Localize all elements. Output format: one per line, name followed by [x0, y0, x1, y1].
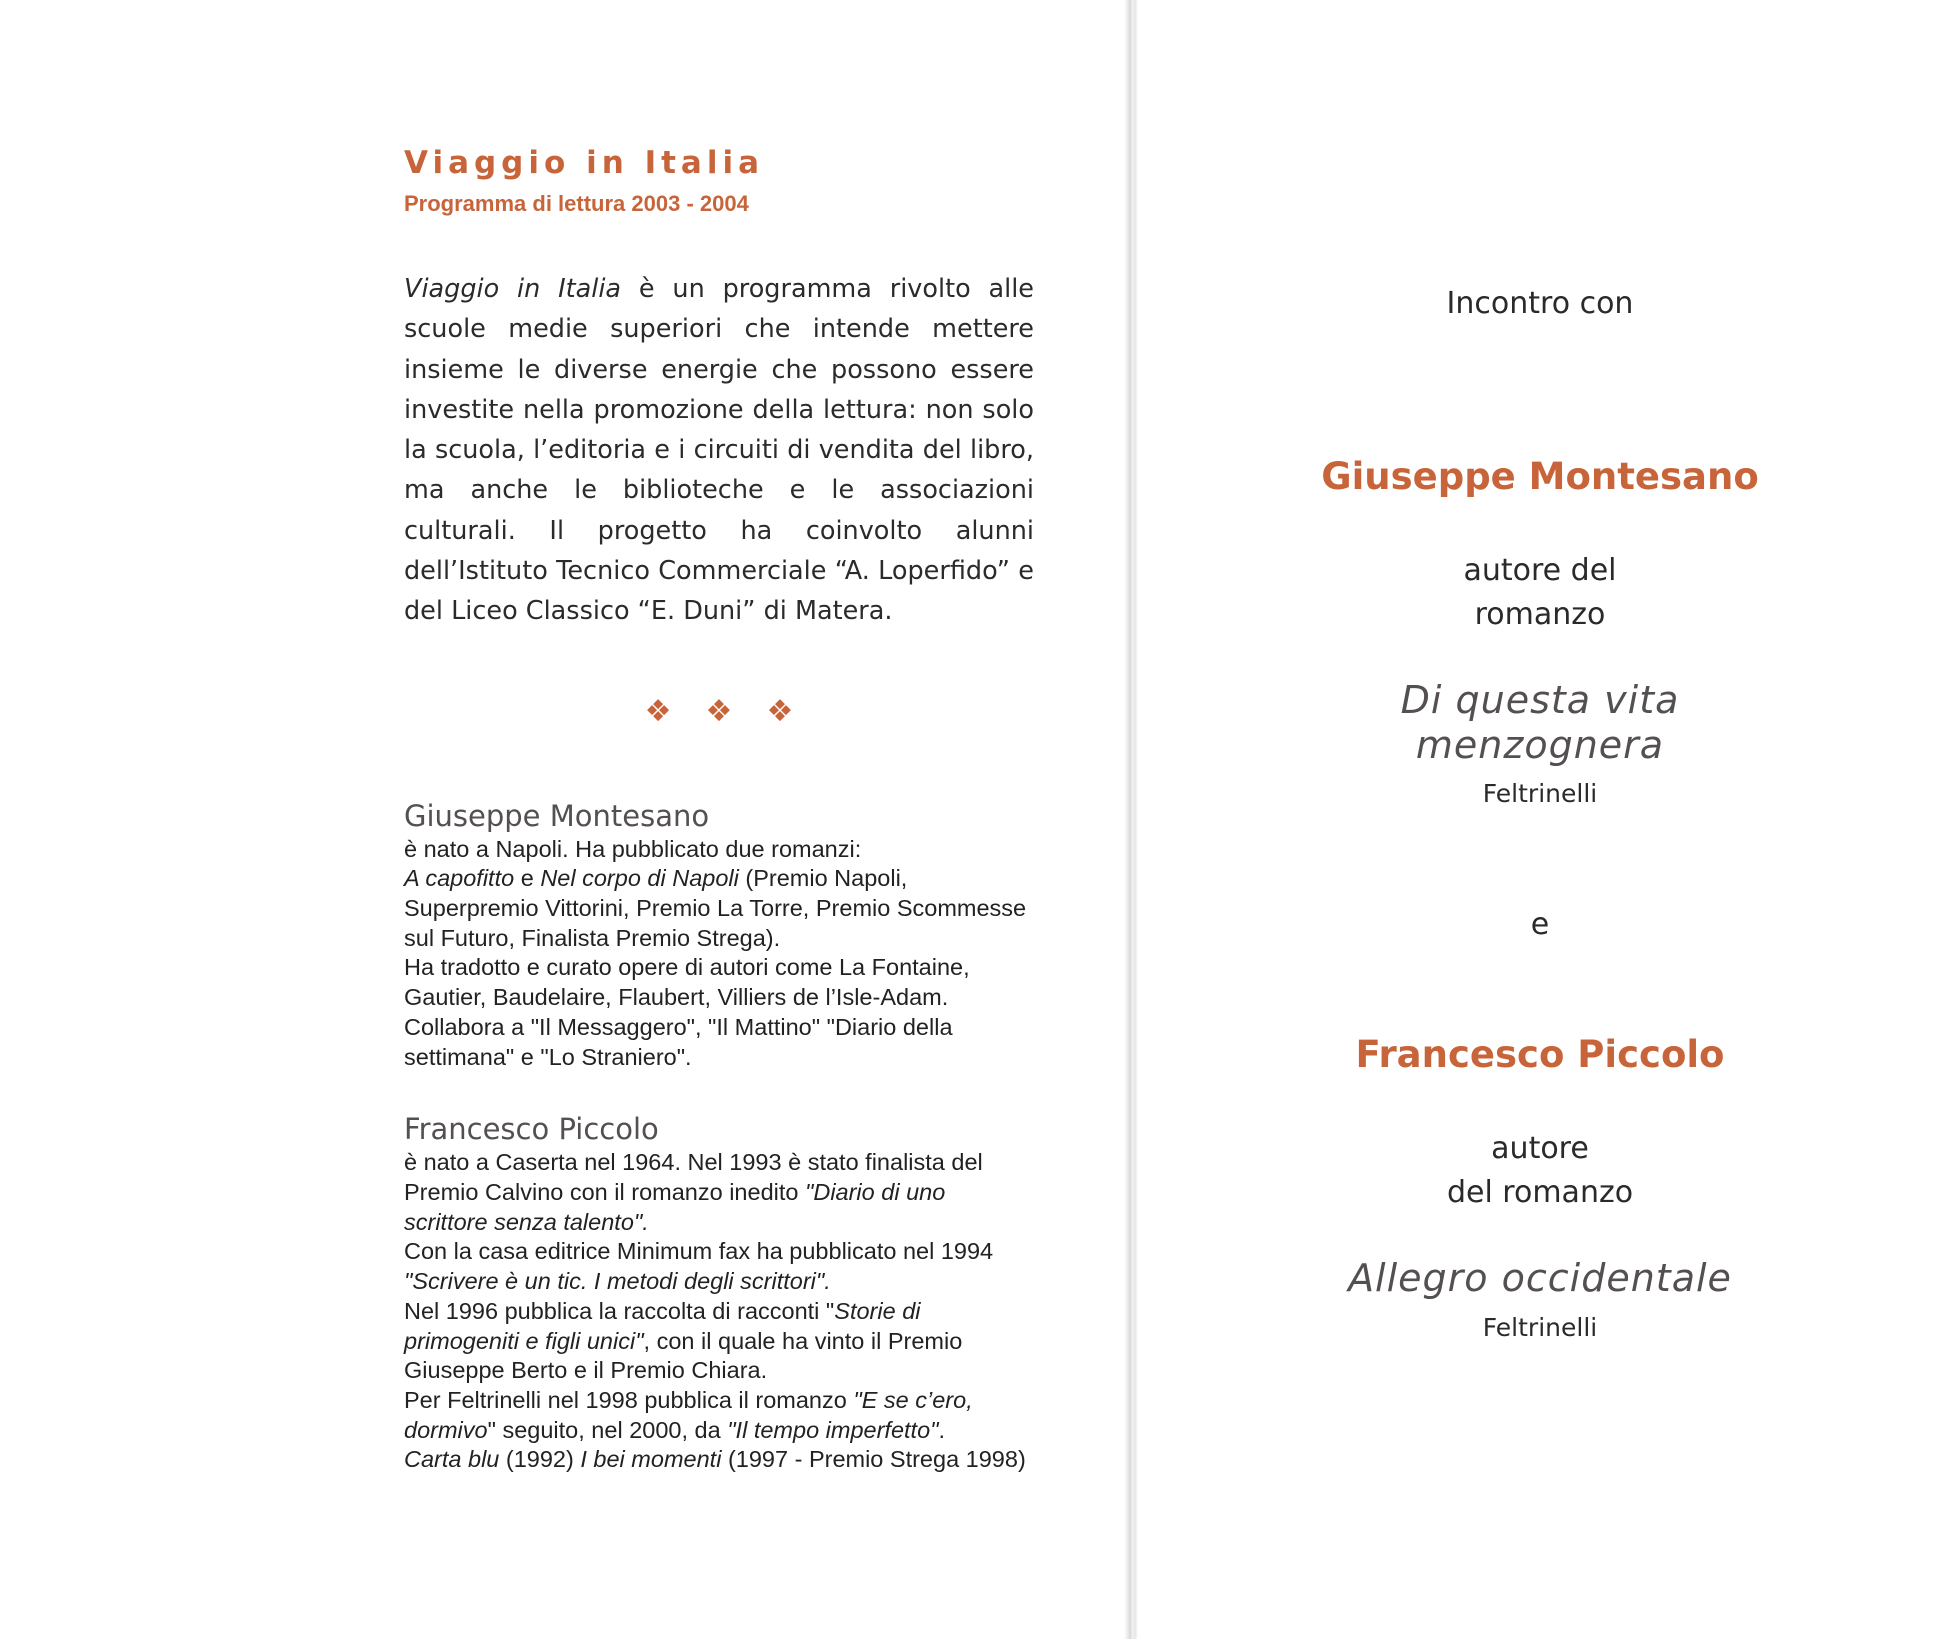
bio-line: Superpremio Vittorini, Premio La Torre, Premio Scommesse — [404, 895, 1027, 922]
bio-text — [404, 1148, 1034, 1475]
bio-line — [404, 864, 1034, 894]
bio-line — [404, 1297, 1034, 1327]
bio-line — [404, 1178, 1034, 1208]
author-role-line: autore del — [1463, 553, 1617, 588]
conjunction-label: e — [1530, 907, 1550, 942]
author-role-line: autore — [1491, 1131, 1589, 1166]
bio-name: Francesco Piccolo — [404, 1112, 659, 1147]
bio-line: Con la casa editrice Minimum fax ha pubblicato nel 1994 — [404, 1238, 994, 1265]
bio-text — [404, 835, 1034, 1073]
bio-line: Ha tradotto e curato opere di autori come La Fontaine, — [404, 954, 970, 981]
program-title: Viaggio in Italia — [404, 145, 765, 181]
book-title: "E se c’ero, — [853, 1386, 973, 1413]
intro-program-name: Viaggio in Italia — [404, 274, 622, 304]
bio-line — [404, 1208, 1034, 1238]
bio-line: settimana" e "Lo Straniero". — [404, 1043, 692, 1070]
book-title: "Il tempo imperfetto" — [727, 1416, 939, 1443]
book-title: Nel corpo di Napoli — [540, 865, 739, 892]
author-name-montesano: Giuseppe Montesano — [1321, 455, 1759, 498]
bio-montesano — [404, 799, 1034, 1073]
book-title-line: Di questa vita — [1400, 678, 1680, 722]
book-title: "Scrivere è un tic. I metodi degli scrittori". — [404, 1268, 831, 1295]
book-title: dormivo — [404, 1416, 488, 1443]
book-title: Storie di — [834, 1297, 921, 1324]
book-title: I bei momenti — [580, 1446, 722, 1473]
book-title: primogeniti e figli unici" — [404, 1327, 644, 1354]
page-fold — [1124, 0, 1138, 1639]
author-role-line: del romanzo — [1446, 1175, 1634, 1210]
bio-line — [404, 1267, 1034, 1297]
bio-name: Giuseppe Montesano — [404, 798, 710, 833]
bio-fragment: , con il quale ha vinto il Premio — [643, 1327, 963, 1354]
bio-line — [404, 1327, 1034, 1357]
program-subtitle: Programma di lettura 2003 - 2004 — [404, 191, 749, 216]
left-panel — [404, 145, 1034, 1475]
bio-fragment: Premio Calvino con il romanzo inedito — [404, 1179, 805, 1205]
book-title: "Diario di uno — [805, 1179, 946, 1205]
ornament-divider: ❖❖❖ — [644, 693, 828, 729]
bio-line — [404, 1386, 1034, 1416]
book-title: Carta blu — [404, 1446, 500, 1473]
bio-line: Gautier, Baudelaire, Flaubert, Villiers de l’Isle-Adam. — [404, 984, 949, 1011]
publisher-label: Feltrinelli — [1482, 779, 1598, 808]
bio-line: Giuseppe Berto e il Premio Chiara. — [404, 1357, 768, 1384]
book-title: A capofitto — [404, 865, 515, 892]
bio-fragment: (1997 - Premio Strega 1998) — [721, 1446, 1026, 1473]
intro-paragraph — [404, 269, 1034, 632]
book-title-line: menzognera — [1415, 723, 1665, 767]
bio-line: è nato a Napoli. Ha pubblicato due romanzi: — [404, 835, 862, 862]
author-name-piccolo: Francesco Piccolo — [1355, 1033, 1725, 1076]
incontro-label: Incontro con — [1446, 286, 1634, 321]
author-role-line: romanzo — [1474, 597, 1606, 632]
bio-fragment: (1992) — [499, 1446, 581, 1473]
bio-fragment: Nel 1996 pubblica la raccolta di racconti " — [404, 1297, 835, 1324]
bio-fragment: . — [938, 1416, 946, 1443]
publisher-label: Feltrinelli — [1482, 1313, 1598, 1342]
bio-fragment: Per Feltrinelli nel 1998 pubblica il romanzo — [404, 1386, 854, 1413]
intro-text: è un programma rivolto alle scuole medie superiori che intende mettere insieme le diverse energie che possono essere investite nella promozione della lettura: non solo la scuola, l’editoria e i circuiti di vendita del libro, ma anche le biblioteche e le associazioni culturali. Il progetto ha coinvolto alunni dell’Istituto Tecnico Commerciale “A. Loperfido” e del Liceo Classico “E. Duni” di Matera. — [404, 274, 1034, 627]
bio-line — [404, 1416, 1034, 1446]
book-title: scrittore senza talento". — [404, 1208, 649, 1235]
bio-line: Collabora a "Il Messaggero", "Il Mattino" "Diario della — [404, 1013, 953, 1040]
bio-fragment: (Premio Napoli, — [738, 865, 908, 892]
bio-fragment: e — [514, 865, 541, 892]
bio-piccolo — [404, 1112, 1034, 1475]
book-title-line: Allegro occidentale — [1348, 1256, 1732, 1300]
bio-line: è nato a Caserta nel 1964. Nel 1993 è stato finalista del — [404, 1149, 983, 1176]
bio-line — [404, 1445, 1034, 1475]
bio-fragment: " seguito, nel 2000, da — [487, 1416, 728, 1443]
bio-line: sul Futuro, Finalista Premio Strega). — [404, 924, 781, 951]
